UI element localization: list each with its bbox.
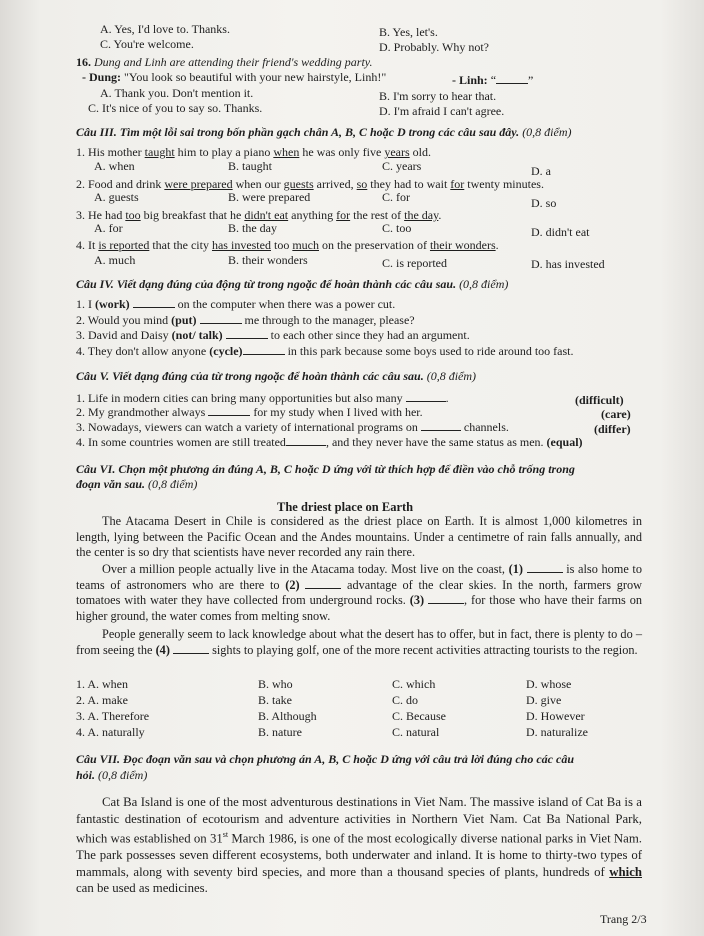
- s3-q4: 4. It is reported that the city has invested too much on the preservation of their wonders.: [76, 238, 499, 252]
- q16-option-a: A. Thank you. Don't mention it.: [100, 86, 254, 100]
- q15-option-a: A. Yes, I'd love to. Thanks.: [100, 22, 230, 36]
- section-6-title: Câu VI. Chọn một phương án đúng A, B, C hoặc D ứng với từ thích hợp để điền vào chỗ trống trong: [76, 462, 575, 476]
- s5-q3-word: (differ): [594, 422, 631, 436]
- s3-q2-c: C. for: [382, 190, 410, 204]
- passage-paragraph-2: Over a million people actually live in the Atacama today. Most live on the coast, (1) is also home to teams of astronomers who are there to (2) advantage of the clear skies. In the north, farmers grow tomatoes with water they have collected from underground rocks. (3) , for those who have their farms on higher ground, the water comes from melting snow.: [76, 562, 643, 623]
- s3-q2-a: A. guests: [94, 190, 139, 204]
- passage-paragraph-3: People generally seem to lack knowledge about what the desert has to offer, but in fact, there is plenty to do – from seeing the (4) sights to playing golf, one of the more recent activities attracting tourists to the region.: [76, 627, 642, 657]
- page-number: Trang 2/3: [600, 912, 647, 926]
- passage-paragraph-1: The Atacama Desert in Chile is considered as the driest place on Earth. It is almost 1,000 kilometres in length, lying between the Pacific Ocean and the Andes mountains. Under a centimetre of rain falls annually, and the center is so dry that scientists have never recorded any rain there.: [76, 514, 642, 560]
- section-6-title-2: đoạn văn sau. (0,8 điểm): [76, 477, 198, 491]
- s6-q1-d: D. whose: [526, 677, 572, 691]
- s3-q3: 3. He had too big breakfast that he didn't eat anything for the rest of the day.: [76, 208, 442, 222]
- s6-q3-a: 3. A. Therefore: [76, 709, 150, 723]
- s3-q1: 1. His mother taught him to play a piano when he was only five years old.: [76, 145, 431, 159]
- s5-q2: 2. My grandmother always for my study when I lived with her.: [76, 405, 423, 419]
- s5-q3: 3. Nowadays, viewers can watch a variety of international programs on channels.: [76, 420, 509, 434]
- s3-q3-c: C. too: [382, 221, 412, 235]
- s5-q1-word: (difficult): [575, 393, 624, 407]
- s4-q2: 2. Would you mind (put) me through to the manager, please?: [76, 313, 415, 327]
- reading-passage: Cat Ba Island is one of the most adventurous destinations in Viet Nam. The massive island of Cat Ba is a fantastic destination of ecotourism and adventure activities in Northern Viet Nam. Cat Ba National Park, which was established on 31st March 1986, is one of the most ecologically diverse national parks in Viet Nam. The park possesses seven different ecosystems, both underwater and inland. It is home to thirty-two types of mammals, along with seventy bird species, and more than a thousand species of plants, hundreds of which can be used as medicines.: [76, 795, 642, 896]
- s3-q2: 2. Food and drink were prepared when our guests arrived, so they had to wait for twenty minutes.: [76, 177, 544, 191]
- q16-header: 16. Dung and Linh are attending their friend's wedding party.: [76, 55, 373, 69]
- s4-q3: 3. David and Daisy (not/ talk) to each other since they had an argument.: [76, 328, 470, 342]
- s6-q3-d: D. However: [526, 709, 585, 723]
- q16-linh-reply: - Linh: “ ”: [452, 73, 534, 87]
- s6-q2-b: B. take: [258, 693, 292, 707]
- s3-q2-d: D. so: [531, 196, 557, 210]
- s4-q4: 4. They don't allow anyone (cycle) in this park because some boys used to ride around too fast.: [76, 344, 574, 358]
- s5-q1: 1. Life in modern cities can bring many opportunities but also many .: [76, 391, 449, 405]
- s6-q2-d: D. give: [526, 693, 562, 707]
- s6-q2-c: C. do: [392, 693, 419, 707]
- s6-q4-b: B. nature: [258, 725, 302, 739]
- section-7-title: Câu VII. Đọc đoạn văn sau và chọn phương án A, B, C hoặc D ứng với câu trả lời đúng cho các câu: [76, 752, 574, 766]
- section-3-title: Câu III. Tìm một lỗi sai trong bốn phần gạch chân A, B, C hoặc D trong các câu sau đây. (0,8 điểm): [76, 125, 572, 139]
- s3-q4-a: A. much: [94, 253, 136, 267]
- s6-q3-b: B. Although: [258, 709, 317, 723]
- section-5-title: Câu V. Viết dạng đúng của từ trong ngoặc để hoàn thành các câu sau. (0,8 điểm): [76, 369, 477, 383]
- s6-q1-b: B. who: [258, 677, 293, 691]
- s6-q1-c: C. which: [392, 677, 436, 691]
- s3-q1-c: C. years: [382, 159, 422, 173]
- section-4-title: Câu IV. Viết dạng đúng của động từ trong ngoặc để hoàn thành các câu sau. (0,8 điểm): [76, 277, 509, 291]
- q16-option-c: C. It's nice of you to say so. Thanks.: [88, 101, 263, 115]
- q16-option-d: D. I'm afraid I can't agree.: [379, 104, 505, 118]
- s3-q1-b: B. taught: [228, 159, 272, 173]
- s5-q4: 4. In some countries women are still treated , and they never have the same status as men. (equal): [76, 435, 583, 449]
- s5-q2-word: (care): [601, 407, 631, 421]
- s6-q4-c: C. natural: [392, 725, 440, 739]
- s3-q3-d: D. didn't eat: [531, 225, 590, 239]
- passage-title: The driest place on Earth: [277, 500, 414, 514]
- s3-q4-c: C. is reported: [382, 256, 447, 270]
- section-7-title-2: hỏi. (0,8 điểm): [76, 768, 148, 782]
- q16-option-b: B. I'm sorry to hear that.: [379, 89, 497, 103]
- s6-q3-c: C. Because: [392, 709, 446, 723]
- s3-q4-b: B. their wonders: [228, 253, 308, 267]
- s3-q1-a: A. when: [94, 159, 135, 173]
- q15-option-c: C. You're welcome.: [100, 37, 194, 51]
- s6-q4-a: 4. A. naturally: [76, 725, 145, 739]
- s4-q1: 1. I (work) on the computer when there was a power cut.: [76, 297, 396, 311]
- s3-q3-b: B. the day: [228, 221, 277, 235]
- s3-q3-a: A. for: [94, 221, 123, 235]
- s6-q4-d: D. naturalize: [526, 725, 588, 739]
- q15-option-d: D. Probably. Why not?: [379, 40, 489, 54]
- q15-option-b: B. Yes, let's.: [379, 25, 438, 39]
- q16-dialogue: - Dung: "You look so beautiful with your new hairstyle, Linh!": [82, 70, 387, 84]
- s3-q1-d: D. a: [531, 164, 551, 178]
- s3-q2-b: B. were prepared: [228, 190, 311, 204]
- s6-q2-a: 2. A. make: [76, 693, 128, 707]
- s6-q1-a: 1. A. when: [76, 677, 128, 691]
- s3-q4-d: D. has invested: [531, 257, 605, 271]
